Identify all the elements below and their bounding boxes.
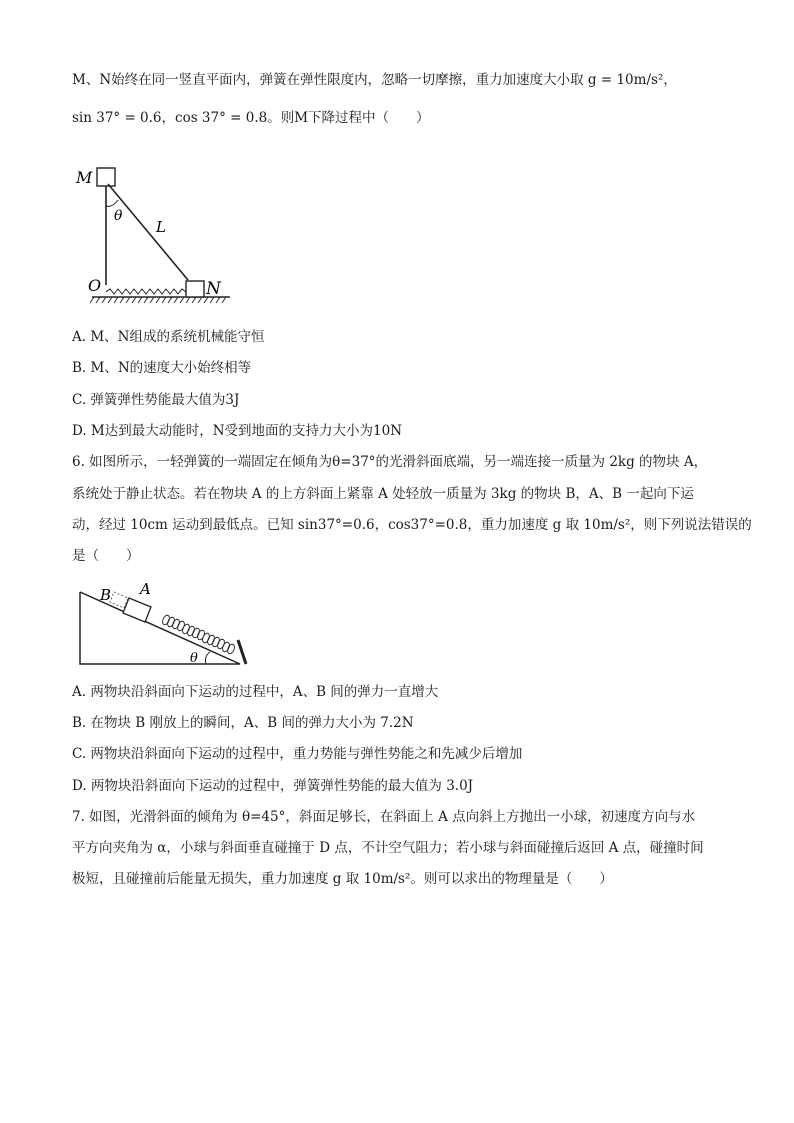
q5-option-b: B. M、N的速度大小始终相等 xyxy=(72,360,252,376)
q6-option-b: B. 在物块 B 刚放上的瞬间，A、B 间的弹力大小为 7.2N xyxy=(72,715,414,731)
q5-figure-rod-spring xyxy=(70,158,240,308)
q6-stem-line-1: 6. 如图所示，一轻弹簧的一端固定在倾角为θ=37°的光滑斜面底端，另一端连接一质量为 2kg 的物块 A， xyxy=(72,454,708,470)
q6-option-c: C. 两物块沿斜面向下运动的过程中，重力势能与弹性势能之和先减少后增加 xyxy=(72,746,523,762)
label-O: O xyxy=(88,276,102,295)
label-L: L xyxy=(156,218,166,236)
q5-stem-line-1: M、N始终在同一竖直平面内，弹簧在弹性限度内，忽略一切摩擦，重力加速度大小取 g = 10m/s²， xyxy=(72,72,677,88)
q6-option-a: A. 两物块沿斜面向下运动的过程中，A、B 间的弹力一直增大 xyxy=(72,684,439,700)
q7-stem-line-3: 极短，且碰撞前后能量无损失，重力加速度 g 取 10m/s²。则可以求出的物理量是（ ） xyxy=(72,871,613,887)
label-M: M xyxy=(76,168,93,187)
q7-stem-line-1: 7. 如图，光滑斜面的倾角为 θ=45°，斜面足够长，在斜面上 A 点向斜上方抛出一小球，初速度方向与水 xyxy=(72,809,696,825)
q6-stem-line-4: 是（ ） xyxy=(72,548,140,564)
q6-stem-line-2: 系统处于静止状态。若在物块 A 的上方斜面上紧靠 A 处轻放一质量为 3kg 的物块 B，A、B 一起向下运 xyxy=(72,486,694,502)
q5-option-d: D. M达到最大动能时，N受到地面的支持力大小为10N xyxy=(72,423,403,439)
q6-figure-incline-spring xyxy=(78,578,248,670)
q6-stem-line-3: 动，经过 10cm 运动到最低点。已知 sin37°=0.6，cos37°=0.8，重力加速度 g 取 10m/s²，则下列说法错误的 xyxy=(72,517,752,533)
label-B: B xyxy=(100,586,112,604)
q5-option-c: C. 弹簧弹性势能最大值为3J xyxy=(72,392,240,408)
q6-option-d: D. 两物块沿斜面向下运动的过程中，弹簧弹性势能的最大值为 3.0J xyxy=(72,778,474,794)
label-theta: θ xyxy=(114,208,123,224)
q5-stem-line-2: sin 37° = 0.6，cos 37° = 0.8。则M下降过程中（ ） xyxy=(72,110,430,126)
label-theta-incline: θ xyxy=(190,651,198,666)
label-A: A xyxy=(140,580,151,598)
q7-stem-line-2: 平方向夹角为 α，小球与斜面垂直碰撞于 D 点，不计空气阻力；若小球与斜面碰撞后返回 A 点，碰撞时间 xyxy=(72,840,704,856)
label-N: N xyxy=(206,279,221,299)
q5-option-a: A. M、N组成的系统机械能守恒 xyxy=(72,329,265,345)
